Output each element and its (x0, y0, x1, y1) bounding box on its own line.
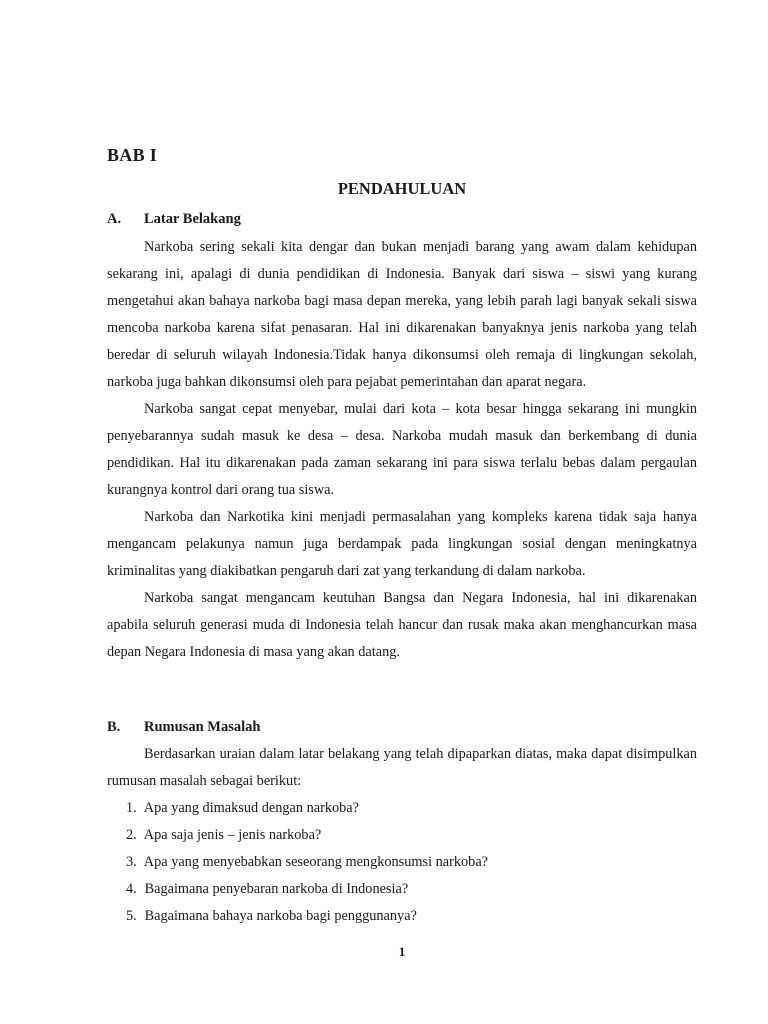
list-number: 1. (126, 800, 137, 816)
section-a-heading (107, 211, 241, 228)
section-b-title: Rumusan Masalah (144, 719, 261, 735)
list-text: Apa yang dimaksud dengan narkoba? (143, 800, 359, 816)
chapter-title: PENDAHULUAN (337, 179, 467, 198)
document-page (107, 0, 697, 1024)
paragraph: Narkoba sangat mengancam keutuhan Bangsa dan Negara Indonesia, hal ini dikarenakan apabila seluruh generasi muda di Indonesia telah hancur dan rusak maka akan menghancurkan masa depan Negara Indonesia di masa yang akan datang. (107, 590, 697, 660)
paragraph: Berdasarkan uraian dalam latar belakang yang telah dipaparkan diatas, maka dapat disimpulkan rumusan masalah sebagai berikut: (107, 746, 697, 789)
list-text: Bagaimana penyebaran narkoba di Indonesia? (144, 881, 409, 897)
section-b-body (107, 741, 697, 795)
list-item (126, 903, 488, 930)
list-text: Apa yang menyebabkan seseorang mengkonsumsi narkoba? (143, 854, 489, 870)
list-item (126, 795, 488, 822)
list-text: Apa saja jenis – jenis narkoba? (143, 827, 322, 843)
list-item (126, 876, 488, 903)
question-list (126, 795, 488, 930)
paragraph: Narkoba sering sekali kita dengar dan bukan menjadi barang yang awam dalam kehidupan sekarang ini, apalagi di dunia pendidikan di Indonesia. Banyak dari siswa – siswi yang kurang mengetahui akan bahaya narkoba bagi masa depan mereka, yang lebih parah lagi banyak sekali siswa mencoba narkoba karena sifat penasaran. Hal ini dikarenakan banyaknya jenis narkoba yang telah beredar di seluruh wilayah Indonesia.Tidak hanya dikonsumsi oleh remaja di lingkungan sekolah, narkoba juga bahkan dikonsumsi oleh para pejabat pemerintahan dan aparat negara. (107, 239, 697, 390)
list-number: 3. (126, 854, 137, 870)
list-item (126, 849, 488, 876)
section-a-body (107, 234, 697, 666)
page-number: 1 (398, 944, 406, 959)
paragraph: Narkoba dan Narkotika kini menjadi permasalahan yang kompleks karena tidak saja hanya mengancam pelakunya namun juga berdampak pada lingkungan sosial dengan meningkatnya kriminalitas yang diakibatkan pengaruh dari zat yang terkandung di dalam narkoba. (107, 509, 697, 579)
chapter-label: BAB I (107, 145, 158, 165)
list-text: Bagaimana bahaya narkoba bagi penggunanya? (144, 908, 417, 924)
list-number: 2. (126, 827, 137, 843)
paragraph: Narkoba sangat cepat menyebar, mulai dari kota – kota besar hingga sekarang ini mungkin penyebarannya sudah masuk ke desa – desa. Narkoba mudah masuk dan berkembang di dunia pendidikan. Hal itu dikarenakan pada zaman sekarang ini para siswa terlalu bebas dalam pergaulan kurangnya kontrol dari orang tua siswa. (107, 401, 697, 498)
section-b-heading (107, 719, 260, 736)
section-b-letter: B. (107, 719, 121, 735)
list-number: 4. (126, 881, 137, 897)
section-a-title: Latar Belakang (144, 211, 241, 227)
list-number: 5. (126, 908, 137, 924)
section-a-letter: A. (107, 211, 122, 227)
list-item (126, 822, 488, 849)
